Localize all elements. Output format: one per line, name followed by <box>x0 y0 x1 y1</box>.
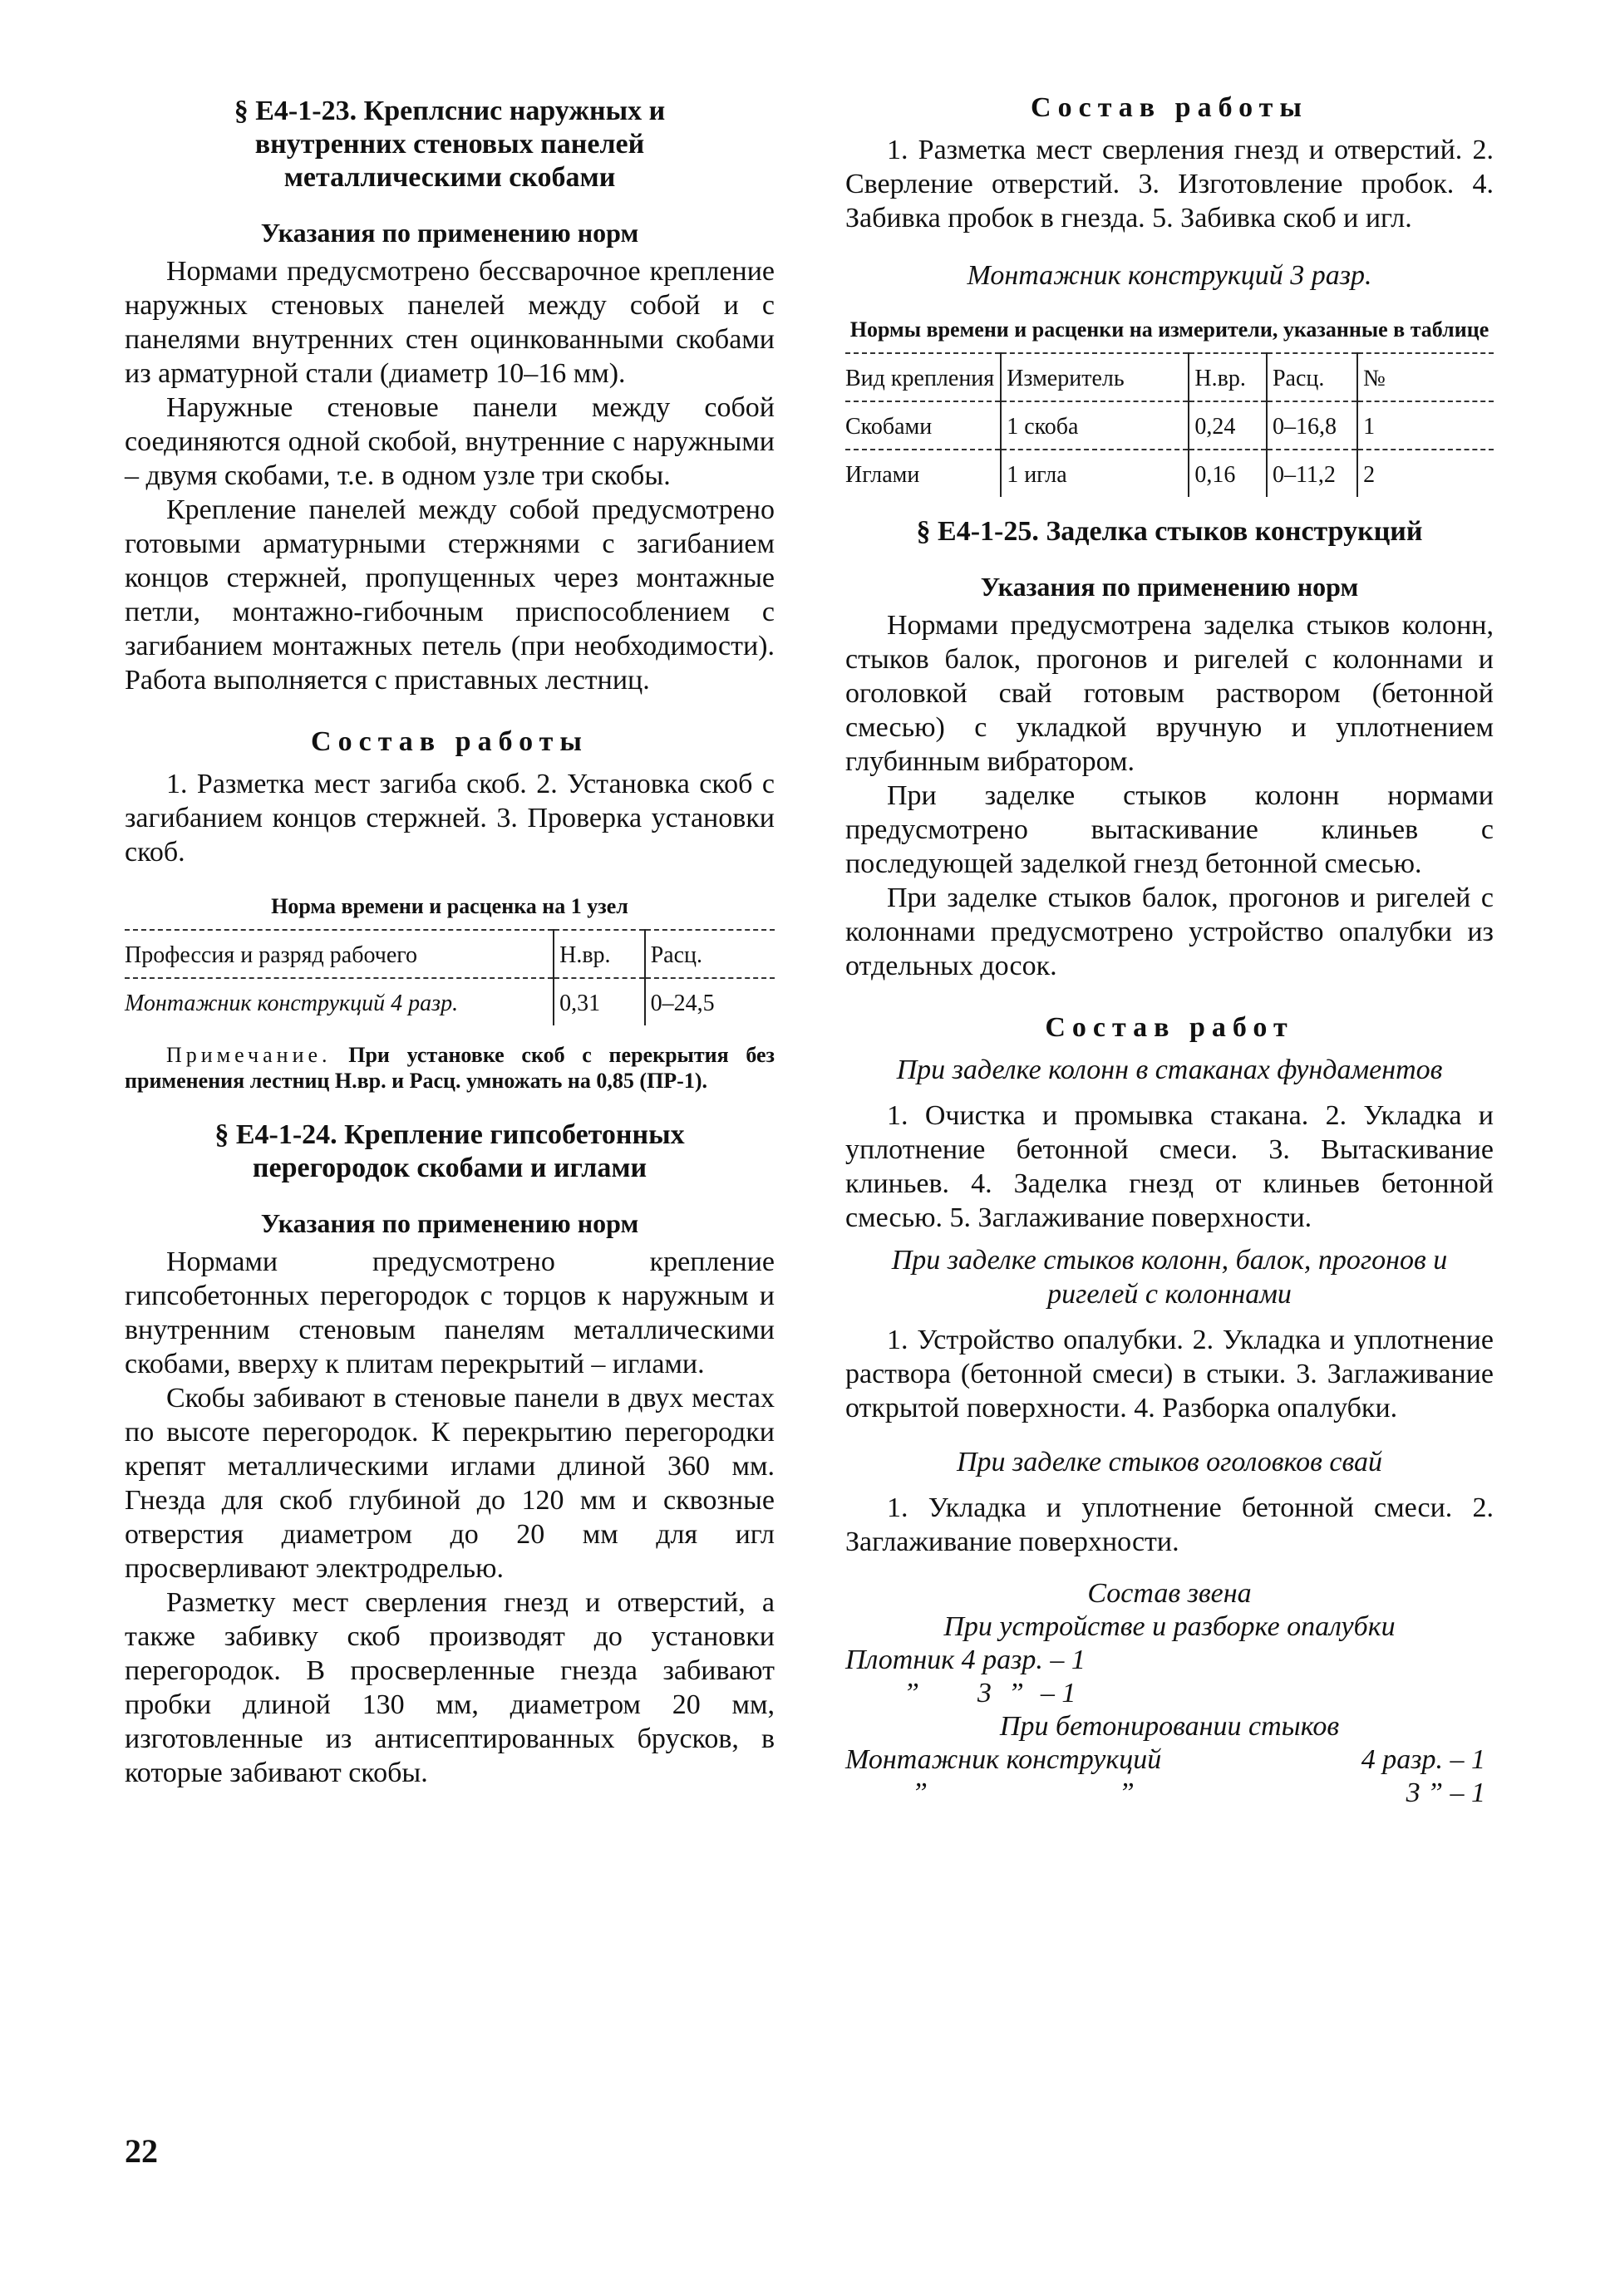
note <box>125 1042 775 1094</box>
paragraph: Наружные стеновые панели между собой соединяются одной скобой, внутренние с наружными – двумя скобами, т.е. в одном узле три скобы. <box>125 392 775 491</box>
work-composition-text: 1. Устройство опалубки. 2. Укладка и уплотнение раствора (бетонной смеси) в стыки. 3. Заглаживание открытой поверхности. 4. Разборка опалубки. <box>845 1325 1494 1423</box>
table-row <box>125 978 775 1025</box>
table-cell: 0–24,5 <box>645 978 775 1025</box>
work-composition-text: 1. Разметка мест загиба скоб. 2. Установка скоб с загибанием концов стержней. 3. Проверка установки скоб. <box>125 769 775 868</box>
work-composition-text: 1. Разметка мест сверления гнезд и отверстий. 2. Сверление отверстий. 3. Изготовление пробок. 4. Забивка пробок в гнезда. 5. Забивка скоб и игл. <box>845 135 1494 234</box>
page-number: 22 <box>125 2132 158 2170</box>
paragraph: Скобы забивают в стеновые панели в двух местах по высоте перегородок. К перекрытию перегородки крепят металлическими иглами длиной 360 мм. Гнезда для скоб глубиной до 120 мм и сквозные отверстия диаметром до 20 мм для игл просверливают электродрелью. <box>125 1383 775 1584</box>
crew-rank: 3 ” – 1 <box>1406 1777 1485 1808</box>
column-header: № <box>1357 353 1494 401</box>
paragraph: Нормами предусмотрено крепление гипсобетонных перегородок с торцов к наружным и внутренним стеновым панелям металлическими скобами, вверху к плитам перекрытий – иглами. <box>125 1246 775 1379</box>
table-cell: 1 игла <box>1001 450 1189 497</box>
work-subheading: При заделке стыков оголовков свай <box>956 1447 1383 1477</box>
work-composition-heading: Состав работы <box>1031 92 1308 123</box>
worker-rank: Монтажник конструкций 3 разр. <box>967 260 1372 291</box>
ditto-mark: ” <box>912 1777 928 1808</box>
column-header: Н.вр. <box>1189 353 1267 401</box>
guide-heading: Указания по применению норм <box>980 572 1359 602</box>
column-header: Профессия и разряд рабочего <box>125 930 554 978</box>
section-e4-1-23-title: § Е4-1-23. Креплснис наружных и внутренних стеновых панелей металлическими скобами <box>234 96 666 193</box>
table-cell: 0–16,8 <box>1267 401 1357 450</box>
note-text: При установке скоб с перекрытия без применения лестниц Н.вр. и Расц. умножать на 0,85 (ПР-1). <box>125 1043 775 1093</box>
crew-line: Плотник 4 разр. – 1 <box>845 1645 1086 1675</box>
paragraph: Нормами предусмотрена заделка стыков колонн, стыков балок, прогонов и ригелей с колоннами и оголовкой свай готовым раствором (бетонной смесью) с укладкой вручную и уплотнением глубинным вибратором. <box>845 610 1494 777</box>
crew-line <box>845 1777 1494 1810</box>
column-header: Расц. <box>645 930 775 978</box>
left-column <box>125 83 775 1790</box>
note-label: Примечание. <box>166 1043 332 1067</box>
table-cell: Монтажник конструкций 4 разр. <box>125 991 459 1016</box>
crew-subheading: При устройстве и разборке опалубки <box>943 1611 1396 1642</box>
table-cell: 1 скоба <box>1001 401 1189 450</box>
guide-heading: Указания по применению норм <box>260 1208 639 1238</box>
column-header: Вид крепления <box>845 353 1001 401</box>
table-row <box>845 450 1494 497</box>
table-cell: 2 <box>1357 450 1494 497</box>
paragraph: Разметку мест сверления гнезд и отверстий, а также забивку скоб производят до установки перегородок. В просверленные гнезда забивают пробки длиной 130 мм, диаметром 20 мм, изготовленные из антисептированных брусков, в которые забивают скобы. <box>125 1587 775 1788</box>
table-cell: 0,24 <box>1189 401 1267 450</box>
right-column <box>845 83 1494 1810</box>
column-header: Измеритель <box>1001 353 1189 401</box>
table-caption: Нормы времени и расценки на измерители, указанные в таблице <box>849 317 1489 342</box>
paragraph: Крепление панелей между собой предусмотрено готовыми арматурными стержнями с загибанием концов стержней, пропущенных через монтажные петли, монтажно-гибочным приспособлением с загибанием монтажных петель (при необходимости). Работа выполняется с приставных лестниц. <box>125 494 775 696</box>
paragraph: Нормами предусмотрено бессварочное крепление наружных стеновых панелей между собой и с панелями внутренних стен оцинкованными скобами из арматурной стали (диаметр 10–16 мм). <box>125 256 775 389</box>
table-row <box>845 401 1494 450</box>
ditto-mark: ” <box>1007 1678 1024 1708</box>
table-cell: 0–11,2 <box>1267 450 1357 497</box>
crew-subheading: При бетонировании стыков <box>999 1711 1340 1742</box>
paragraph: При заделке стыков балок, прогонов и ригелей с колоннами предусмотрено устройство опалубки из отдельных досок. <box>845 883 1494 981</box>
work-composition-text: 1. Укладка и уплотнение бетонной смеси. 2. Заглаживание поверхности. <box>845 1492 1494 1557</box>
section-e4-1-25-title: § Е4-1-25. Заделка стыков конструкций <box>916 516 1423 547</box>
norm-table-e4-1-24 <box>845 352 1494 497</box>
column-header: Н.вр. <box>554 930 644 978</box>
crew-title: Состав звена <box>1087 1578 1252 1609</box>
table-cell: 1 <box>1357 401 1494 450</box>
crew-count: – 1 <box>1040 1678 1076 1708</box>
table-cell: Иглами <box>845 462 920 488</box>
crew-line <box>845 1743 1494 1777</box>
crew-profession: Монтажник конструкций <box>845 1744 1162 1775</box>
column-header: Расц. <box>1267 353 1357 401</box>
work-composition-heading: Состав работ <box>1045 1012 1294 1043</box>
crew-block <box>845 1577 1494 1810</box>
work-composition-text: 1. Очистка и промывка стакана. 2. Укладка и уплотнение бетонной смеси. 3. Вытаскивание клиньев. 4. Заделка гнезд от клиньев бетонной смесью. 5. Заглаживание поверхности. <box>845 1100 1494 1233</box>
guide-heading: Указания по применению норм <box>260 218 639 248</box>
table-cell: 0,31 <box>554 978 644 1025</box>
table-cell: 0,16 <box>1189 450 1267 497</box>
table-cell: Скобами <box>845 401 1001 450</box>
ditto-mark: ” <box>903 1678 919 1708</box>
crew-rank: 4 разр. – 1 <box>1361 1744 1485 1775</box>
table-caption: Норма времени и расценка на 1 узел <box>271 894 628 918</box>
crew-rank: 3 <box>977 1678 992 1708</box>
paragraph: При заделке стыков колонн нормами предусмотрено вытаскивание клиньев с последующей заделкой гнезд бетонной смесью. <box>845 780 1494 879</box>
work-subheading: При заделке стыков колонн, балок, прогонов и ригелей с колоннами <box>891 1245 1448 1310</box>
ditto-mark: ” <box>1118 1777 1135 1808</box>
crew-line <box>845 1677 1494 1710</box>
section-e4-1-24-title: § Е4-1-24. Крепление гипсобетонных перегородок скобами и иглами <box>214 1119 685 1183</box>
work-composition-heading: Состав работы <box>311 726 588 757</box>
work-subheading: При заделке колонн в стаканах фундаментов <box>896 1055 1443 1085</box>
norm-table-e4-1-23 <box>125 929 775 1025</box>
